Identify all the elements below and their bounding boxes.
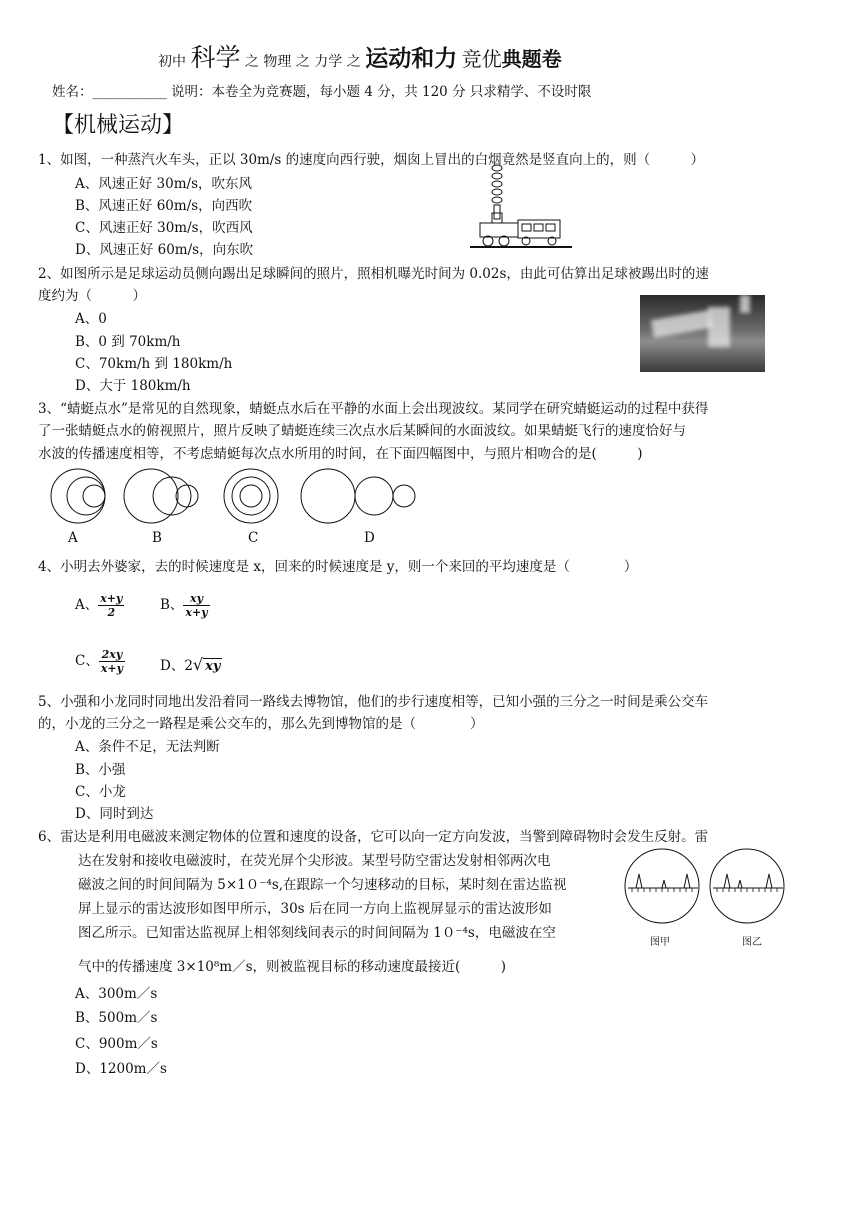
name-label: 姓名： (52, 84, 93, 100)
q5-option-c: C、小龙 (75, 784, 126, 800)
title-suffix: 典题卷 (501, 47, 562, 71)
ripple-label-d: D (364, 530, 375, 546)
title-grade: 初中 (158, 54, 186, 70)
ripple-label-b: B (152, 530, 162, 546)
q4-option-d (160, 654, 222, 674)
ripple-figure-c (224, 469, 278, 523)
q5-option-b: B、小强 (75, 762, 126, 778)
ripple-figure-b (124, 469, 198, 523)
q4-c-denominator: x+y (100, 662, 124, 675)
q6-stem-line5: 图乙所示。已知雷达监视屏上相邻刻线间表示的时间间隔为 1０⁻⁴s，电磁波在空 (78, 925, 556, 941)
radar-screen-a (625, 849, 699, 923)
ripple-label-a: A (68, 530, 78, 546)
q4-fraction-b (183, 592, 209, 619)
section-heading: 【机械运动】 (52, 113, 185, 138)
q2-option-b: B、0 到 70km/h (75, 334, 181, 350)
sqrt-sign: √ (192, 655, 204, 674)
q4-option-d-label: D、2 (160, 658, 193, 674)
title-mechanics: 力学 (314, 54, 343, 70)
q6-option-b: B、500m／s (75, 1010, 158, 1026)
name-blank: ___________ (92, 84, 167, 100)
ripple-figure-d (301, 469, 415, 523)
q3-stem-line2: 了一张蜻蜓点水的俯视照片，照片反映了蜻蜓连续三次点水后某瞬间的水面波纹。如果蜻蜓飞行的速度恰好与 (38, 423, 686, 439)
title-contest: 竞优 (461, 47, 502, 71)
q2-option-a: A、0 (75, 311, 107, 327)
steam-train-figure (468, 160, 578, 252)
football-photo (640, 295, 765, 372)
q6-option-a: A、300m／s (75, 986, 158, 1002)
q4-b-denominator: x+y (185, 606, 208, 619)
q4-option-b-label: B、 (160, 597, 184, 613)
q6-stem-line3: 磁波之间的时间间隔为 5×1０⁻⁴s,在跟踪一个匀速移动的目标，某时刻在雷达监视 (78, 877, 567, 893)
q2-stem-line1: 2、如图所示是足球运动员侧向踢出足球瞬间的照片，照相机曝光时间为 0.02s，由此可估算出足球被踢出时的速 (38, 266, 709, 282)
q4-option-c-label: C、 (75, 653, 99, 669)
q4-option-b (160, 592, 210, 619)
ripple-label-c: C (248, 530, 259, 546)
q4-option-c (75, 648, 125, 675)
name-row (52, 80, 591, 100)
title-science: 科学 (190, 43, 241, 72)
page-title (158, 38, 562, 74)
q5-stem-line1: 5、小强和小龙同时同地出发沿着同一路线去博物馆，他们的步行速度相等，已知小强的三分之一时间是乘公交车 (38, 694, 709, 710)
q4-fraction-a (98, 592, 124, 619)
q6-option-c: C、900m／s (75, 1036, 158, 1052)
q1-option-c: C、风速正好 30m/s，吹西风 (75, 220, 253, 236)
q4-fraction-c (99, 648, 125, 675)
title-connector: 之 (244, 54, 259, 70)
q4-a-denominator: 2 (107, 606, 116, 619)
ripple-figure-a (51, 469, 105, 523)
q4-c-numerator: 2xy (99, 648, 125, 662)
q1-option-d: D、风速正好 60m/s，向东吹 (75, 242, 254, 258)
q3-stem-line3: 水波的传播速度相等，不考虑蜻蜓每次点水所用的时间，在下面四幅图中，与照片相吻合的是( ) (38, 446, 643, 462)
q4-option-a (75, 592, 124, 619)
exam-note: 说明：本卷全为竞赛题，每小题 4 分，共 120 分 只求精学、不设时限 (171, 84, 592, 100)
radar-screens (622, 848, 797, 928)
q1-option-b: B、风速正好 60m/s，向西吹 (75, 198, 253, 214)
q6-option-d: D、1200m／s (75, 1061, 167, 1077)
q1-option-a: A、风速正好 30m/s，吹东风 (75, 176, 252, 192)
radar-caption-b: 图乙 (742, 937, 762, 948)
radar-screen-b (710, 849, 784, 923)
title-connector: 之 (295, 54, 310, 70)
title-physics: 物理 (263, 54, 292, 70)
q6-stem-line2: 达在发射和接收电磁波时，在荧光屏个尖形波。某型号防空雷达发射相邻两次电 (78, 853, 551, 869)
q4-option-a-label: A、 (75, 597, 99, 613)
radar-caption-a: 图甲 (650, 937, 670, 948)
q4-d-radicand: xy (205, 659, 221, 674)
q4-stem: 4、小明去外婆家，去的时候速度是 x，回来的时候速度是 y，则一个来回的平均速度是（ ） (38, 559, 638, 575)
q5-option-d: D、同时到达 (75, 806, 154, 822)
q2-option-c: C、70km/h 到 180km/h (75, 356, 233, 372)
q5-option-a: A、条件不足，无法判断 (75, 739, 220, 755)
q2-stem-line2: 度约为（ ） (38, 288, 146, 304)
q6-stem-line6: 气中的传播速度 3×10⁸m／s，则被监视目标的移动速度最接近( ) (78, 959, 507, 975)
q6-stem-line4: 屏上显示的雷达波形如图甲所示，30s 后在同一方向上监视屏显示的雷达波形如 (78, 901, 552, 917)
q6-stem-line1: 6、雷达是利用电磁波来测定物体的位置和速度的设备，它可以向一定方向发波，当警到障碍物时会发生反射。雷 (38, 829, 709, 845)
q4-a-numerator: x+y (100, 592, 123, 605)
title-topic: 运动和力 (365, 46, 458, 72)
q1-stem: 1、如图，一种蒸汽火车头，正以 30m/s 的速度向西行驶，烟囱上冒出的白烟竟然是竖直向上的，则（ ） (38, 152, 705, 168)
title-connector: 之 (346, 54, 361, 70)
q4-b-numerator: xy (183, 592, 209, 606)
q5-stem-line2: 的，小龙的三分之一路程是乘公交车的，那么先到博物馆的是（ ） (38, 716, 484, 732)
q3-stem-line1: 3、“蜻蜓点水”是常见的自然现象，蜻蜓点水后在平静的水面上会出现波纹。某同学在研究蜻蜓运动的过程中获得 (38, 401, 709, 417)
q2-option-d: D、大于 180km/h (75, 378, 191, 394)
